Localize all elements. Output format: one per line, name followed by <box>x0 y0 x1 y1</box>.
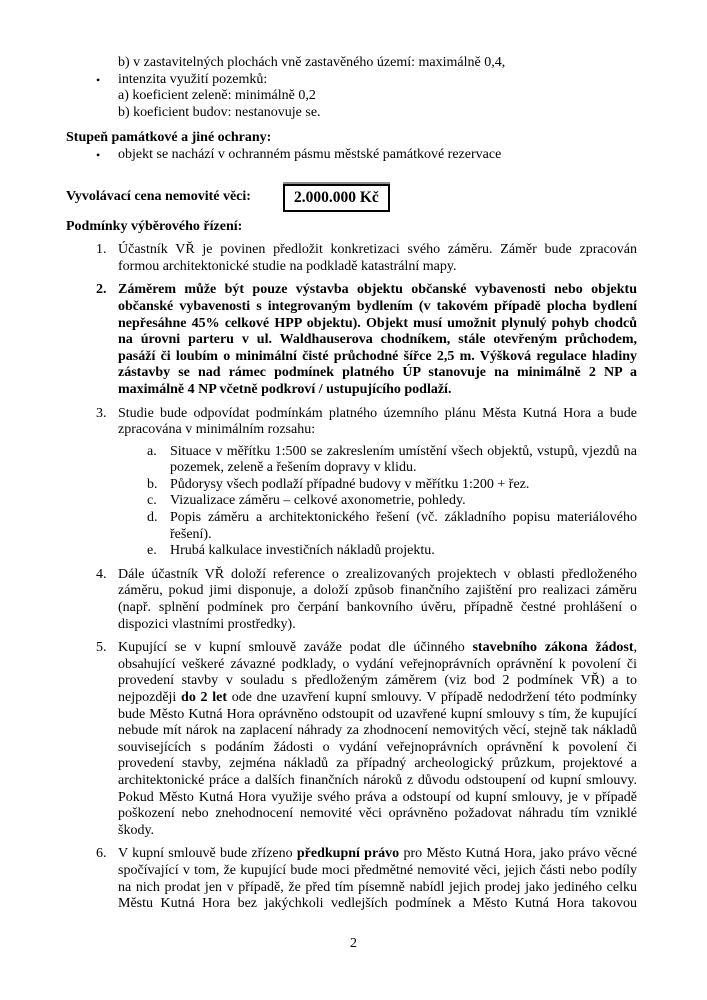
item-number: 2. <box>96 282 107 298</box>
sub-item-b <box>118 477 637 494</box>
intro-coef-buildings: b) koeficient budov: nestanovuje se. <box>118 104 321 120</box>
bullet-icon: • <box>96 147 101 162</box>
sub-item-number: d. <box>147 510 158 526</box>
condition-item-6 <box>66 846 637 912</box>
item-number: 4. <box>96 566 107 582</box>
price-row <box>66 184 637 212</box>
item-text: Kupující se v kupní smlouvě zaváže podat dle účinného stavebního zákona žádost, obsahující veškeré závazné podklady, o vydání veřejnoprávních oprávnění k povolení či provedení stavby v souladu s předloženým záměrem (viz bod 2 podmínek VŘ) a to nejpozději do 2 let ode dne uzavření kupní smlouvy. V případě nedodržení této podmínky bude Město Kutná Hora oprávněno odstoupit od uzavřené kupní smlouvy s tím, že kupující nebude mít nárok na zaplacení náhrady za zhodnocení nemovitých věcí, stejně tak nákladů souvisejících s podáním žádosti o vydání veřejnoprávních oprávnění k povolení či provedení stavby, zejména nákladů za případný archeologický průzkum, projektové a architektonické práce a dalších finančních nároků z důvodu odstoupení od kupní smlouvy. Pokud Město Kutná Hora využije svého práva a odstoupí od kupní smlouvy, je v případě poškození nebo znehodnocení nemovité věci oprávněno požadovat náhradu tím vzniklé škody. <box>118 640 637 838</box>
page-number: 2 <box>350 936 357 951</box>
price-label: Vyvolávací cena nemovité věci: <box>66 189 251 205</box>
intro-intensity-label: intenzita využití pozemků: <box>118 71 268 87</box>
intro-coef-green: a) koeficient zeleně: minimálně 0,2 <box>118 88 316 104</box>
item-number: 1. <box>96 242 107 258</box>
sub-list <box>118 444 637 560</box>
item-number: 6. <box>96 846 107 862</box>
item-text: Účastník VŘ je povinen předložit konkretizaci svého záměru. Záměr bude zpracován formou architektonické studie na podkladě katastrální mapy. <box>118 242 637 274</box>
sub-item-text: Situace v měřítku 1:500 se zakreslením umístění všech objektů, vstupů, vjezdů na pozemek, zeleně a řešením dopravy v klidu. <box>170 443 637 476</box>
price-value-box: 2.000.000 Kč <box>283 184 390 212</box>
item-number: 5. <box>96 640 107 656</box>
protection-bullet-row <box>96 147 637 164</box>
condition-item-1 <box>66 242 637 275</box>
item-text: V kupní smlouvě bude zřízeno předkupní právo pro Město Kutná Hora, jako právo věcné spočívající v tom, že kupující bude moci předmětné nemovité věci, jejich části nebo podíly na nich prodat jen v případě, že před tím písemně nabídl jejich prodej jako jediného celku Městu Kutná Hora bez jakýchkoli vedlejších podmínek a Město Kutná Hora takovou <box>118 846 637 912</box>
sub-item-a <box>118 444 637 477</box>
sub-item-text: Hrubá kalkulace investičních nákladů projektu. <box>170 543 435 559</box>
item-text: Dále účastník VŘ doloží reference o zrealizovaných projektech v oblasti předloženého záměru, pokud jimi disponuje, a doloží způsob finančního zajištění pro realizaci záměru (např. splnění podmínek pro čerpání bankovního úvěru, případně čestné prohlášení o dispozici vlastními prostředky). <box>118 566 637 632</box>
sub-item-text: Vizualizace záměru – celkové axonometrie, pohledy. <box>170 493 466 509</box>
sub-item-c <box>118 493 637 510</box>
condition-item-4 <box>66 567 637 633</box>
intro-bullet-intensity <box>96 72 637 89</box>
bullet-icon: • <box>96 72 101 87</box>
intro-line-b-outer: b) v zastavitelných plochách vně zastavěného území: maximálně 0,4, <box>118 55 506 70</box>
sub-item-number: e. <box>147 543 157 559</box>
item-number: 3. <box>96 405 107 421</box>
item-intro-text: Studie bude odpovídat podmínkám platného územního plánu Města Kutná Hora a bude zpracována v minimálním rozsahu: <box>118 405 637 438</box>
sub-item-text: Půdorysy všech podlaží případné budovy v měřítku 1:200 + řez. <box>170 476 530 492</box>
conditions-heading: Podmínky výběrového řízení: <box>66 218 243 234</box>
condition-item-5 <box>66 640 637 839</box>
item-text: Záměrem může být pouze výstavba objektu občanské vybavenosti nebo objektu občanské vybavenosti s integrovaným bydlením (v takovém případě plocha bydlení nepřesáhne 45% celkové HPP objektu). Objekt musí umožnit plynulý pohyb chodců na úrovni parteru v ul. Waldhauserova chodníkem, stále otevřeným průchodem, pasáží či loubím o minimální čisté průchodné šířce 2,5 m. Výšková regulace hladiny zástavby se nad rámec podmínek platného ÚP stanovuje na minimálně 2 NP a maximálně 4 NP včetně podkroví / ustupujícího podlaží. <box>118 282 637 397</box>
condition-item-2 <box>66 282 637 398</box>
sub-item-number: c. <box>147 493 157 509</box>
sub-item-number: a. <box>147 443 157 459</box>
item-text <box>118 406 637 560</box>
sub-item-text: Popis záměru a architektonického řešení (vč. základního popisu materiálového řešení). <box>170 510 637 542</box>
protection-bullet-text: objekt se nachází v ochranném pásmu městské památkové rezervace <box>118 146 502 162</box>
protection-heading: Stupeň památkové a jiné ochrany: <box>66 130 272 146</box>
condition-item-3 <box>66 406 637 560</box>
sub-item-d <box>118 510 637 543</box>
sub-item-e <box>118 543 637 560</box>
sub-item-number: b. <box>147 476 158 492</box>
